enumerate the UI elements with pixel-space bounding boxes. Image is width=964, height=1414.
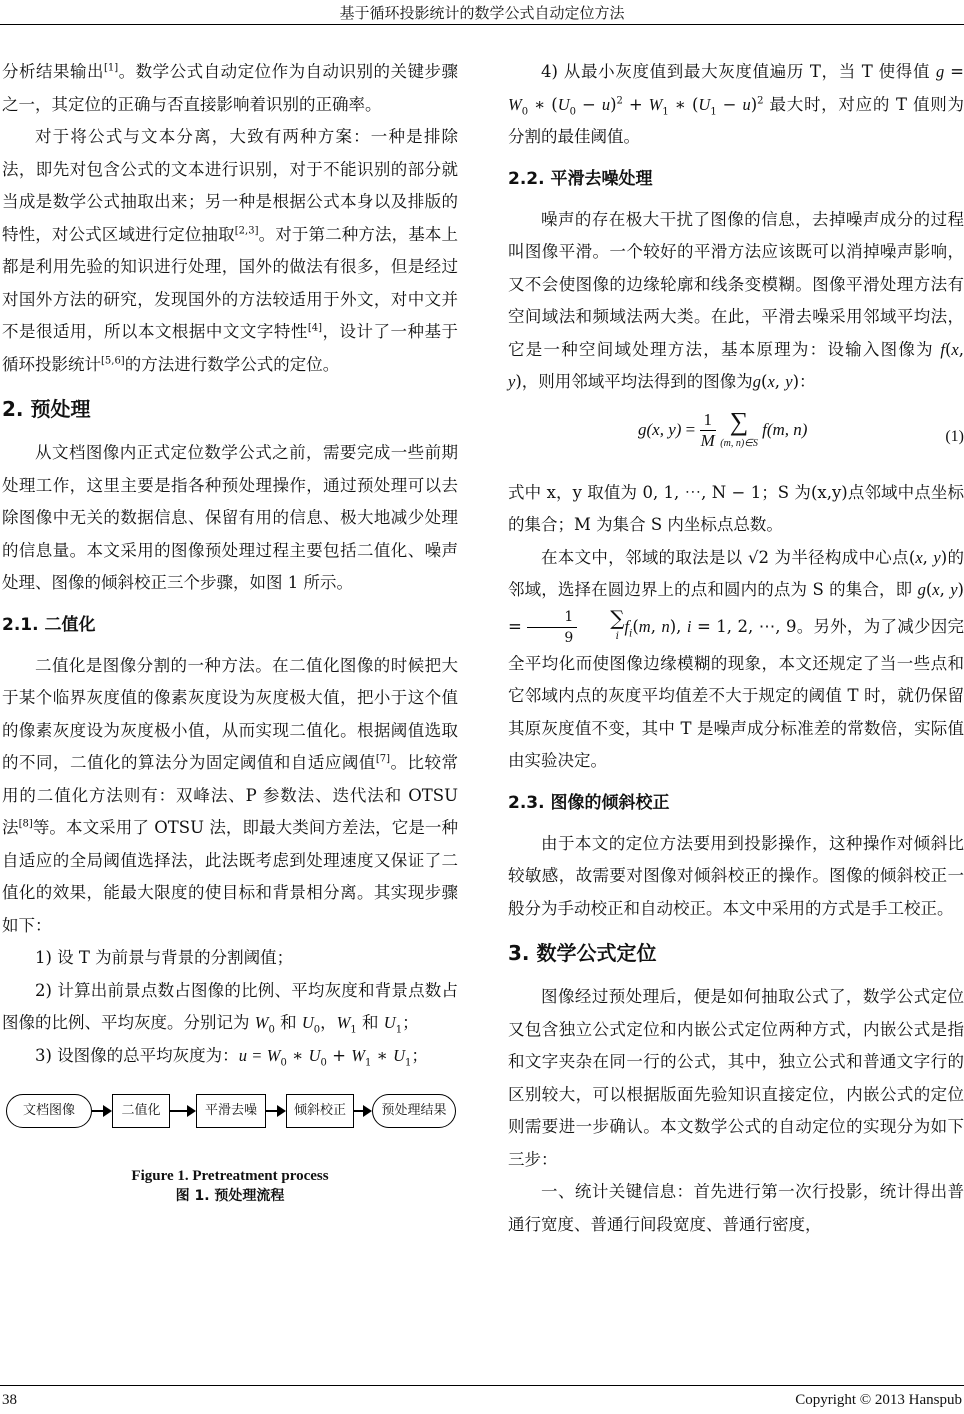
right-column xyxy=(508,56,964,1241)
section-2-1-heading: 2.1. 二值化 xyxy=(2,614,96,635)
fraction: $\frac{1}{M}$ xyxy=(700,410,715,450)
step-1: 1) 设 T 为前景与背景的分割阈值； xyxy=(35,948,294,967)
flow-box-binarize: 二值化 xyxy=(112,1094,170,1128)
copyright-notice: Copyright © 2013 Hanspub xyxy=(795,1392,962,1408)
flow-box-skew-correction: 倾斜校正 xyxy=(286,1094,354,1128)
intro-paragraph-1: 分析结果输出[1]。数学公式自动定位作为自动识别的关键步骤之一，其定位的正确与否直接影响着识别的正确率。 xyxy=(2,62,459,114)
section-2-2-paragraph-3: 在本文中，邻域的取法是以 √2 为半径构成中心点(x, y)的邻域，选择在圆边界上的点和圆内的点为 S 的集合，即 g(x, y) = $\frac{1}{9}$ ∑ i $f_i(m$, n), i = 1, 2, ⋯, 9。另外，为了减少因完全平均化而使图像边缘模糊的现象，本文还规定了当一些点和它邻域内点的灰度平均值差不大于规定的阈值 T 时，就仍保留其原灰度值不变，其中 T 是噪声成分标准差的常数倍，实际值由实验决定。 xyxy=(508,547,964,770)
flow-arrow xyxy=(170,1110,194,1112)
figure-caption-chinese: 图 1. 预处理流程 xyxy=(175,1188,285,1204)
intro-paragraph-2: 对于将公式与文本分离，大致有两种方案：一种是排除法，即先对包含公式的文本进行识别，对于不能识别的部分就当成是数学公式抽取出来；另一种是根据公式本身以及排版的特性，对公式区域进行定位抽取[2,3]。对于第二种方法，基本上都是利用先验的知识进行处理，国外的做法有很多，但是经过对国外方法的研究，发现国外的方法较适用于外文，对中文并不是很适用，所以本文根据中文文字特性[4]，设计了一种基于循环投影统计[5,6]的方法进行数学公式的定位。 xyxy=(2,127,459,374)
flow-box-smooth-denoise: 平滑去噪 xyxy=(196,1094,266,1128)
figure-1-flowchart xyxy=(2,1086,458,1166)
section-3-paragraph-1: 图像经过预处理后，便是如何抽取公式了，数学公式定位又包含独立公式定位和内嵌公式定位两种方式，内嵌公式是指和文字夹杂在同一行的公式，其中，独立公式和普通文字行的区别较大，可以根据版面先验知识直接定位，内嵌公式的定位则需要进一步确认。本文数学公式的自动定位的实现分为如下三步： xyxy=(508,987,964,1169)
summation: ∑ (m, n)∈S xyxy=(720,406,758,449)
section-2-2-heading: 2.2. 平滑去噪处理 xyxy=(508,168,653,189)
running-title: 基于循环投影统计的数学公式自动定位方法 xyxy=(339,4,625,22)
flow-arrow xyxy=(354,1110,370,1112)
equation-number: (1) xyxy=(945,427,964,445)
flow-arrow xyxy=(92,1110,110,1112)
step-3: 3) 设图像的总平均灰度为：$u = W_0$ ∗ $U_0 + W_1$ ∗ $U_1$； xyxy=(35,1045,428,1068)
section-2-3-paragraph: 由于本文的定位方法要用到投影操作，这种操作对倾斜比较敏感，故需要对图像对倾斜校正的操作。图像的倾斜校正一般分为手动校正和自动校正。本文中采用的方式是手工校正。 xyxy=(508,833,964,918)
header-rule xyxy=(0,24,964,25)
equation-1 xyxy=(508,407,964,469)
section-2-paragraph: 从文档图像内正式定位数学公式之前，需要完成一些前期处理工作，这里主要是指各种预处理操作，通过预处理可以去除图像中无关的数据信息、保留有用的信息、极大地减少处理的信息量。本文采用的图像预处理过程主要包括二值化、噪声处理、图像的倾斜校正三个步骤，如图 1 所示。 xyxy=(2,443,458,592)
section-2-1-paragraph: 二值化是图像分割的一种方法。在二值化图像的时候把大于某个临界灰度值的像素灰度设为灰度极大值，把小于这个值的像素灰度设为灰度极小值，从而实现二值化。根据阈值选取的不同，二值化的算法分为固定阈值和自适应阈值[7]。比较常用的二值化方法则有：双峰法、P 参数法、迭代法和 OTSU 法[8]等。本文采用了 OTSU 法，即最大类间方差法，它是一种自适应的全局阈值选择法，此法既考虑到处理速度又保证了二值化的效果，能最大限度的使目标和背景相分离。其实现步骤如下： xyxy=(2,655,459,935)
section-2-heading: 2. 预处理 xyxy=(2,397,91,421)
section-2-3-heading: 2.3. 图像的倾斜校正 xyxy=(508,792,670,813)
section-3-heading: 3. 数学公式定位 xyxy=(508,941,657,965)
flow-box-result: 预处理结果 xyxy=(372,1094,456,1128)
left-column xyxy=(2,56,458,1206)
step-4: 4) 从最小灰度值到最大灰度值遍历 T，当 T 使得值 $g = W_0$ ∗ $(U_0 - u)^2 + W_1$ ∗ $(U_1 - u)^2$ 最大时，对应的 T 值则为分割的最佳阈值。 xyxy=(508,62,964,146)
flow-box-document-image: 文档图像 xyxy=(6,1094,92,1128)
page-number: 38 xyxy=(2,1392,17,1408)
figure-caption-english: Figure 1. Pretreatment process xyxy=(131,1168,329,1184)
footer-rule xyxy=(0,1385,964,1386)
section-2-2-paragraph-2: 式中 x，y 取值为 0, 1, ⋯, N − 1；S 为(x,y)点邻域中点坐标的集合；M 为集合 S 内坐标点总数。 xyxy=(508,482,964,534)
step-2: 2) 计算出前景点数占图像的比例、平均灰度和背景点数占图像的比例、平均灰度。分别记为 $W_0$ 和 $U_0$，$W_1$ 和 $U_1$； xyxy=(2,980,458,1036)
section-3-paragraph-2: 一、统计关键信息：首先进行第一次行投影，统计得出普通行宽度、普通行间段宽度、普通行密度， xyxy=(508,1182,964,1234)
section-2-2-paragraph-1: 噪声的存在极大干扰了图像的信息，去掉噪声成分的过程叫图像平滑。一个较好的平滑方法应该既可以消掉噪声影响，又不会使图像的边缘轮廓和线条变模糊。图像平滑处理方法有空间域法和频域法两大类。在此，平滑去噪采用邻域平均法，它是一种空间域处理方法，基本原理为：设输入图像为 f(x, y)，则用邻域平均法得到的图像为g(x, y)： xyxy=(508,209,964,391)
flow-arrow xyxy=(266,1110,284,1112)
equation-1-body: g(x, y) = $\frac{1}{M}$ ∑ (m, n)∈S f(m, n) xyxy=(638,409,807,453)
